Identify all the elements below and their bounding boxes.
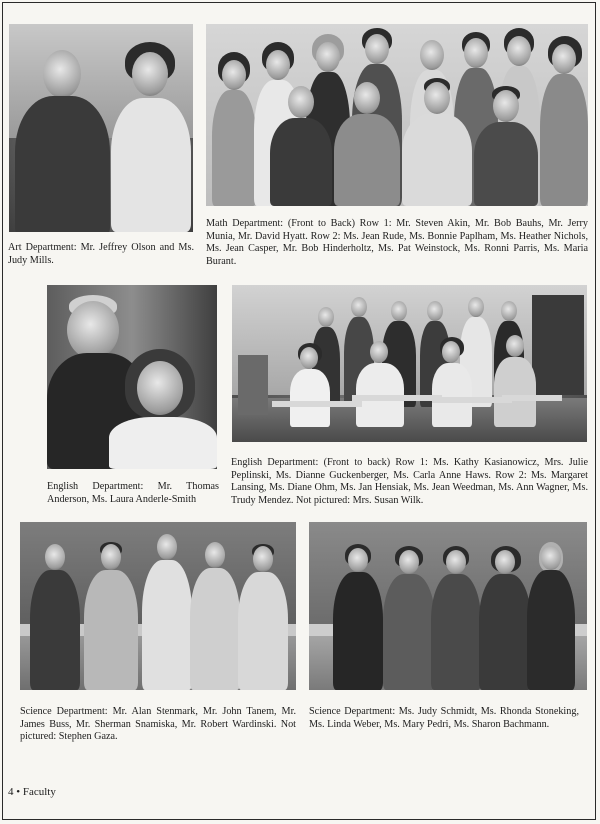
footer-bullet: • [16, 786, 21, 798]
science-women-photo [309, 522, 587, 690]
english-group-caption: English Department: (Front to back) Row 1: Ms. Kathy Kasianowicz, Mrs. Julie Peplinski, Ms. Dianne Guckenberger, Ms. Carla Anne Haws. Row 2: Ms. Margaret Lansing, Ms. Diane Ohm, Ms. Jan Hensiak, Ms. Jean Weedman, Ms. Ann Wagner, Ms. Trudy Mendez. Not pictured: Mrs. Susan Wilk. [231, 457, 588, 506]
section-name: Faculty [22, 786, 56, 798]
science-men-caption: Science Department: Mr. Alan Stenmark, Mr. John Tanem, Mr. James Buss, Mr. Sherman Snamiska, Mr. Robert Wardinski. Not pictured: Stephen Gaza. [20, 706, 296, 743]
english-group-photo [232, 285, 587, 442]
math-department-photo [206, 24, 588, 206]
page-footer [8, 786, 56, 798]
page-number: 4 [8, 786, 14, 798]
art-department-caption: Art Department: Mr. Jeffrey Olson and Ms. Judy Mills. [8, 242, 194, 266]
math-department-caption: Math Department: (Front to Back) Row 1: Mr. Steven Akin, Mr. Bob Bauhs, Mr. Jerry Munia, Mr. David Hyatt. Row 2: Ms. Jean Rude, Ms. Bonnie Paplham, Ms. Heather Nichols, Ms. Jean Casper, Mr. Bob Hinderholtz, Ms. Pat Weinstock, Ms. Ronni Parris, Ms. Maria Burant. [206, 218, 588, 267]
english-pair-photo [47, 285, 217, 469]
science-women-caption: Science Department: Ms. Judy Schmidt, Ms. Rhonda Stoneking, Ms. Linda Weber, Ms. Mary Pedri, Ms. Sharon Bachmann. [309, 706, 579, 730]
art-department-photo [9, 24, 193, 232]
science-men-photo [20, 522, 296, 690]
english-pair-caption: English Department: Mr. Thomas Anderson, Ms. Laura Anderle-Smith [47, 481, 219, 505]
